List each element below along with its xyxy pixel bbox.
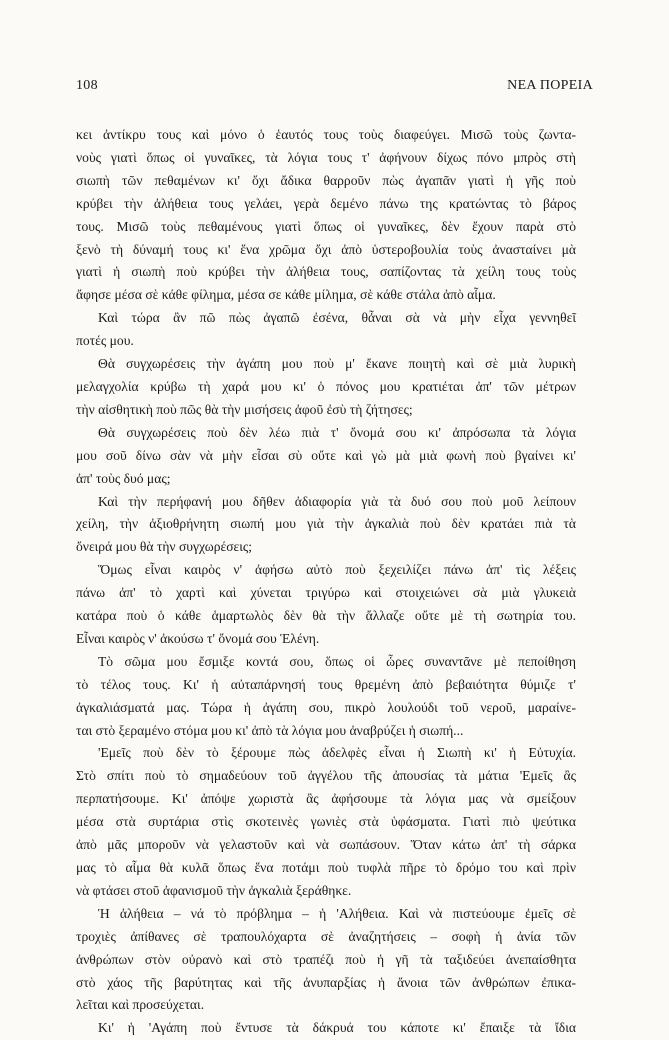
text-line: περπατήσουμε. Κι' ἀπόψε χωριστὰ ἂς ἀφήσουμε τὰ λόγια μας νὰ σμείξουν [76,791,576,807]
text-line: γιατὶ ἡ σιωπὴ ποὺ κρύβει τὴν ἀλήθεια τους, σαπίζοντας τὰ χείλη τους τοὺς [76,264,576,280]
text-line: Καὶ τὴν περήφανή μου δῆθεν ἀδιαφορία γιὰ τὰ δυό σου ποὺ μοῦ λείπουν [98,493,576,509]
text-line: μέσα στὰ συρτάρια στὶς σκοτεινὲς γωνιὲς στὰ ὑφάσματα. Γιατὶ πιὸ ψεύτικα [76,814,576,830]
text-line: ἀγκαλιάσματά μας. Τώρα ἡ ἀγάπη σου, πικρὸ λουλούδι τοῦ νεροῦ, μαραίνε- [76,699,576,715]
text-line: τὴν αἰσθητικὴ ποὺ πῶς θὰ τὴν μισήσεις ἀφοῦ ἐσὺ τὴ ζήτησες; [76,401,413,417]
text-line: νοὺς γιατὶ ὅπως οἱ γυναῖκες, τὰ λόγια τους τ' ἀφήνουν δίχως πόνο μπρὸς στὴ [76,149,576,165]
text-line: Θὰ συγχωρέσεις ποὺ δὲν λέω πιὰ τ' ὄνομά σου κι' ἀπρόσωπα τὰ λόγια [98,424,576,440]
text-line: ἀπὸ μᾶς μποροῦν νὰ γελαστοῦν καὶ νὰ σωπάσουν. Ὅταν κάτω ἀπ' τὴ σάρκα [76,837,576,853]
text-line: ποτές μου. [76,333,134,349]
page-number: 108 [76,78,98,93]
text-line: Ἡ ἀλήθεια – νά τὸ πρόβλημα – ἡ 'Αλήθεια. Καὶ νὰ πιστεύουμε ἐμεῖς σὲ [98,905,576,921]
paragraph [76,742,576,902]
text-line: Κι' ἡ 'Αγάπη ποὺ ἔντυσε τὰ δάκρυά του κάποτε κι' ἔπαιξε τὰ ἴδια [98,1020,576,1036]
paragraph [76,353,576,422]
text-line: σιωπὴ τῶν πεθαμένων κι' ὄχι ἄδικα θαρροῦν πὼς ἀγαπᾶν γιατὶ ἡ γῆς ποὺ [76,172,576,188]
text-line: Εἶναι καιρὸς ν' ἀκούσω τ' ὄνομά σου Ἑλένη. [76,630,320,646]
text-line: μας τὸ αἷμα θὰ κυλᾶ ὅπως ἕνα ποτάμι ποὺ τυφλὰ πῆρε τὸ δρόμο του καὶ πρὶν [76,860,576,875]
paragraph [76,903,576,1018]
paragraph [76,1017,576,1040]
text-line: τροχιὲς ἀπίθανες σὲ τραπουλόχαρτα σὲ ἀναζητήσεις – σοφὴ ἡ ἀνία τῶν [76,928,576,944]
page-header [76,78,593,94]
text-line: ἀπ' τοὺς δυό μας; [76,470,171,486]
paragraph [76,422,576,491]
text-line: Τὸ σῶμα μου ἔσμιξε κοντά σου, ὅπως οἱ ὧρες συναντᾶνε μὲ πεποίθηση [98,653,576,669]
text-line: ξενὸ τὴ δύναμή τους κι' ἕνα χρῶμα ὄχι ἀπὸ ὑστεροβουλία τοὺς ἀνασταίνει μὰ [76,241,576,257]
text-line: Στὸ σπίτι ποὺ τὸ σημαδεύουν τοῦ ἀγγέλου τῆς ἀπουσίας τὰ μάτια 'Εμεῖς ἂς [76,768,576,784]
paragraph [76,559,576,651]
paragraph [76,124,576,307]
text-line: ὄνειρά μου θὰ τὴν συγχωρέσεις; [76,539,253,555]
paragraph [76,651,576,743]
text-line: χείλη, τὴν ἀξιοθρήνητη σιωπή μου γιὰ τὴν ἀγκαλιὰ ποὺ δὲν κρατάει πιὰ τὰ [76,516,576,532]
text-line: κει ἀντίκρυ τους καὶ μόνο ὁ ἑαυτός τους τοὺς διαφεύγει. Μισῶ τοὺς ζωντα- [76,127,576,142]
text-line: ἀνθρώπων στὸν οὐρανὸ καὶ στὸ τραπέζι ποὺ ἡ γῆ τὰ ταξιδεύει ἀνεπαίσθητα [76,951,576,967]
text-line: κατάρα ποὺ ὁ κάθε ἁμαρτωλὸς δὲν θὰ τὴν ἄλλαζε οὔτε μὲ τὴ σωτηρία του. [76,608,576,624]
text-line: ται στὸ ξεραμένο στόμα μου κι' ἀπὸ τὰ λόγια μου ἀναβρύζει ἡ σιωπή... [76,722,464,738]
text-line: Καὶ τώρα ἂν πῶ πὼς ἀγαπῶ ἐσένα, θἆναι σὰ νὰ μὴν εἶχα γεννηθεῖ [98,310,576,326]
text-line: λεῖται καὶ προσεύχεται. [76,997,205,1013]
paragraph [76,491,576,560]
running-title: ΝΕΑ ΠΟΡΕΙΑ [507,78,593,93]
text-line: Ὅμως εἶναι καιρὸς ν' ἀφήσω αὐτὸ ποὺ ξεχειλίζει πάνω ἀπ' τὶς λέξεις [98,562,576,578]
text-line: τὸ τέλος τους. Κι' ἡ αὐταπάρνησή τους θρεμένη ἀπὸ βεβαιότητα θύμιζε τ' [76,676,576,692]
text-line: τους. Μισῶ τοὺς πεθαμένους γιατὶ ὅπως οἱ γυναῖκες, δὲν ἔχουν παρὰ στὸ [76,218,576,234]
body-text [76,124,576,1040]
text-line: στὸ χάος τῆς βαρύτητας καὶ τῆς ἀνυπαρξίας ἡ ἄνοια τῶν ἀνθρώπων ἐπικα- [76,974,576,990]
text-line: ἄφησε μέσα σὲ κάθε φίλημα, μέσα σε κάθε μίλημα, σὲ κάθε στάλα ἀπὸ αἷμα. [76,287,496,303]
paragraph [76,307,576,353]
text-line: πάνω ἀπ' τὸ χαρτὶ καὶ χύνεται τριγύρω καὶ στοιχειώνει σὰ μιὰ γλυκειὰ [76,585,576,601]
text-line: κρύβει τὴν ἀλήθεια τους γελάει, γερὰ δεμένο πάνω της κρατώντας τὸ βάρος [76,195,576,211]
text-line: μελαγχολία κρύβω τὴ χαρά μου κι' ὁ πόνος μου κρατιέται ἀπ' τῶν μέτρων [76,378,576,394]
text-line: Θὰ συγχωρέσεις τὴν ἀγάπη μου ποὺ μ' ἔκανε ποιητὴ καὶ σὲ μιὰ λυρικὴ [98,356,576,372]
text-line: μου σοῦ δίνω σὰν νὰ μὴν εἶσαι σὺ οὔτε καὶ γὼ μὰ μιὰ φωνὴ ποὺ βγαίνει κι' [76,447,576,463]
text-line: 'Εμεῖς ποὺ δὲν τὸ ξέρουμε πὼς ἀδελφὲς εἶναι ἡ Σιωπὴ κι' ἡ Εὐτυχία. [98,745,576,761]
text-line: νὰ φτάσει στοῦ ἀφανισμοῦ τὴν ἀγκαλιὰ ξεράθηκε. [76,882,352,898]
